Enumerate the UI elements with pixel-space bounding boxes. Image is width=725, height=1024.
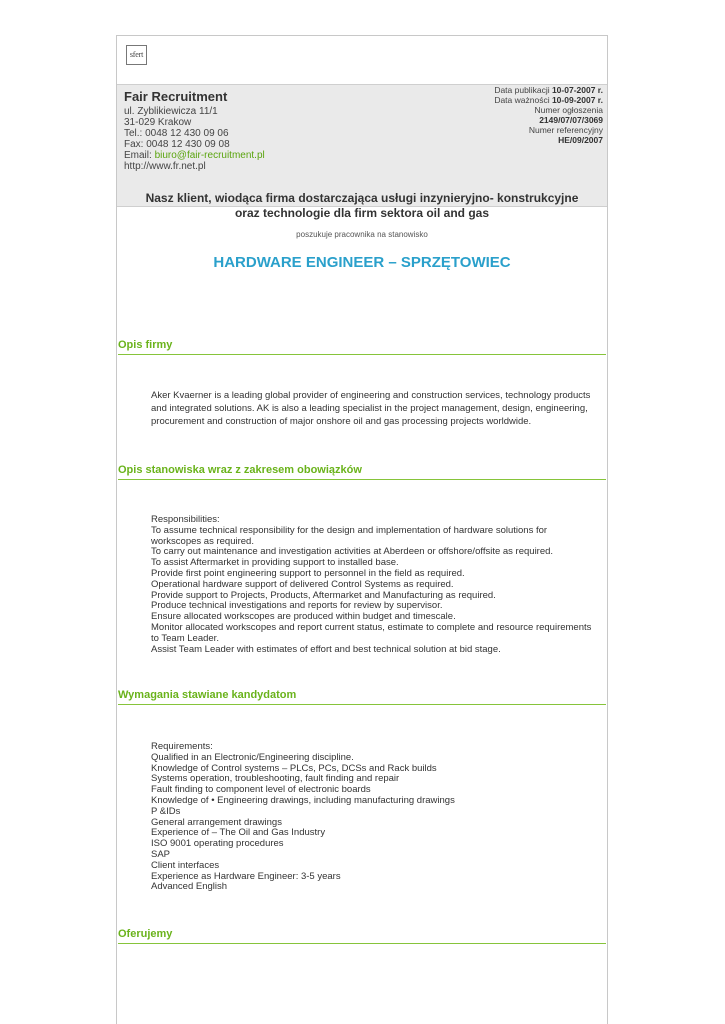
expiry-date-label: Data ważności	[494, 95, 552, 105]
seeking-text: poszukuje pracownika na stanowisko	[296, 230, 428, 239]
list-item: Ensure allocated workscopes are produced within budget and timescale.	[151, 611, 456, 623]
intro-line-1: Nasz klient, wiodąca firma dostarczająca usługi inzynieryjno- konstrukcyjne	[145, 191, 579, 205]
intro-heading	[117, 191, 607, 221]
text-line: Aker Kvaerner is a leading global provider of engineering and construction services, technology products	[151, 390, 591, 401]
website-link[interactable]: http://www.fr.net.pl	[124, 161, 206, 172]
list-item: Client interfaces	[151, 859, 220, 871]
company-description	[151, 389, 607, 428]
posting-header	[117, 85, 607, 207]
company-info	[124, 89, 265, 172]
list-item: Advanced English	[151, 881, 228, 893]
list-item: Experience as Hardware Engineer: 3-5 years	[151, 870, 341, 882]
logo-bar	[117, 36, 607, 85]
list-item: SAP	[151, 848, 171, 860]
reference-number: HE/09/2007	[558, 135, 603, 145]
publication-date-row	[494, 85, 603, 95]
ad-number: 2149/07/07/3069	[539, 115, 603, 125]
list-item: Responsibilities:	[151, 514, 220, 525]
text-line: and integrated solutions. AK is also a leading specialist in the project management, design, engineering,	[151, 403, 588, 414]
company-city: 31-029 Krakow	[124, 117, 192, 128]
list-item: P &IDs	[151, 805, 181, 817]
list-item: Experience of – The Oil and Gas Industry	[151, 827, 326, 839]
list-item: Produce technical investigations and reports for review by supervisor.	[151, 600, 443, 612]
publication-date: 10-07-2007 r.	[551, 85, 603, 95]
reference-label: Numer referencyjny	[528, 125, 603, 135]
list-item: Qualified in an Electronic/Engineering discipline.	[151, 751, 354, 763]
duties-list	[151, 515, 607, 655]
list-item: General arrangement drawings	[151, 816, 282, 828]
company-email-line	[124, 150, 265, 161]
section-heading-requirements: Wymagania stawiane kandydatom	[118, 689, 606, 705]
ad-number-label: Numer ogłoszenia	[534, 105, 603, 115]
list-item: Monitor allocated workscopes and report current status, estimate to complete and resource requirements	[151, 621, 592, 633]
section-heading-duties: Opis stanowiska wraz z zakresem obowiązków	[118, 464, 606, 480]
company-phone: Tel.: 0048 12 430 09 06	[124, 128, 229, 139]
expiry-date: 10-09-2007 r.	[551, 95, 603, 105]
intro-line-2: oraz technologie dla firm sektora oil and gas	[234, 206, 490, 220]
posting-meta	[494, 85, 603, 145]
list-item: Operational hardware support of delivered Control Systems as required.	[151, 578, 454, 590]
list-item: Provide support to Projects, Products, Aftermarket and Manufacturing as required.	[151, 589, 496, 601]
list-item: Assist Team Leader with estimates of effort and best technical solution at bid stage.	[151, 643, 501, 655]
email-label: Email:	[124, 150, 155, 161]
list-item: workscopes as required.	[151, 535, 254, 547]
list-item: Knowledge of • Engineering drawings, including manufacturing drawings	[151, 794, 455, 806]
list-item: Requirements:	[151, 741, 213, 752]
list-item: Provide first point engineering support to personnel in the field as required.	[151, 567, 465, 579]
requirements-list	[151, 742, 607, 893]
list-item: Fault finding to component level of electronic boards	[151, 784, 371, 796]
company-logo: sfert	[126, 45, 147, 65]
company-name: Fair Recruitment	[124, 89, 228, 104]
company-street: ul. Zyblikiewicza 11/1	[124, 106, 218, 117]
job-posting-frame	[116, 35, 608, 1024]
publication-date-label: Data publikacji	[494, 85, 552, 95]
list-item: Knowledge of Control systems – PLCs, PCs, DCSs and Rack builds	[151, 762, 437, 774]
job-title: HARDWARE ENGINEER – SPRZĘTOWIEC	[213, 254, 511, 271]
company-fax: Fax: 0048 12 430 09 08	[124, 139, 230, 150]
list-item: To assist Aftermarket in providing support to installed base.	[151, 557, 399, 569]
section-heading-company: Opis firmy	[118, 339, 606, 355]
expiry-date-row	[494, 95, 603, 105]
section-heading-offer: Oferujemy	[118, 928, 606, 944]
list-item: To carry out maintenance and investigation activities at Aberdeen or offshore/offsite as required.	[151, 546, 554, 558]
list-item: To assume technical responsibility for the design and implementation of hardware solutions for	[151, 524, 548, 536]
list-item: to Team Leader.	[151, 632, 219, 644]
list-item: Systems operation, troubleshooting, fault finding and repair	[151, 773, 400, 785]
text-line: procurement and construction of major onshore oil and gas processing projects worldwide.	[151, 416, 532, 427]
list-item: ISO 9001 operating procedures	[151, 838, 284, 850]
email-link[interactable]: biuro@fair-recruitment.pl	[154, 150, 265, 161]
